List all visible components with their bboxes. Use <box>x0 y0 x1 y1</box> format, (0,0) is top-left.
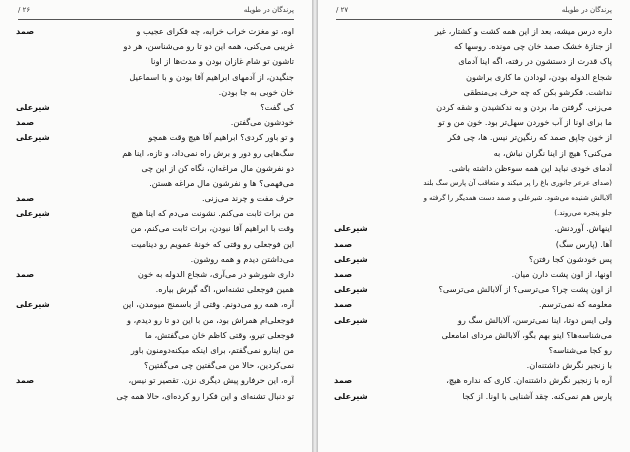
dialogue-text: می‌کنی؟ هیچ از اینا نگران نباش، به <box>493 147 612 158</box>
dialogue-line <box>330 282 618 297</box>
header-rule <box>18 19 294 20</box>
dialogue-line <box>12 146 300 161</box>
dialogue-text: از اون پشت چرا؟ می‌ترسی؟ از آلابالش می‌ترسی؟ <box>438 284 612 295</box>
dialogue-text: اونها، از اون پشت دارن میان. <box>511 269 612 279</box>
dialogue-text: خودشون می‌گفتن. <box>230 117 294 128</box>
dialogue-text: می‌داشتن دیدم و همه روشون. <box>190 253 294 264</box>
speaker-name: صمد <box>16 117 35 128</box>
dialogue-text: پارس هم نمی‌کنه. چقد آشنایی با اونا. از کجا <box>462 390 612 401</box>
dialogue-line <box>12 252 300 267</box>
dialogue-text: و تو باور کردی؟ ابراهیم آقا هیچ وقت همچو <box>148 132 294 143</box>
dialogue-line <box>330 176 618 191</box>
dialogue-text: می‌شناسه‌ها؟ اینو بهم بگو، آلابالش مردای امامعلی <box>441 329 612 340</box>
speaker-name: شیرعلی <box>334 284 368 295</box>
dialogue-text: داری شورشو در می‌آری، شجاع الدوله به خون <box>137 269 294 279</box>
dialogue-line <box>12 191 300 206</box>
dialogue-line <box>12 328 300 343</box>
dialogue-line <box>330 70 618 85</box>
dialogue-line <box>12 267 300 282</box>
speaker-name: صمد <box>16 193 35 204</box>
dialogue-line <box>12 221 300 236</box>
dialogue-text: جنگیدن، از آدمهای ابراهیم آقا بودن و با اسماعیل <box>129 71 294 82</box>
dialogue-line <box>330 146 618 161</box>
dialogue-text: همین فوجعلی تشنه‌اس، اگه گیرش بیاره. <box>155 284 294 295</box>
speaker-name: شیرعلی <box>16 208 50 219</box>
dialogue-line <box>12 313 300 328</box>
dialogue-line <box>12 39 300 54</box>
speaker-name: شیرعلی <box>16 299 50 310</box>
running-title: پرندگان در طویله <box>243 6 294 14</box>
dialogue-line <box>330 39 618 54</box>
dialogue-line <box>12 237 300 252</box>
dialogue-line <box>330 373 618 388</box>
dialogue-line <box>12 130 300 145</box>
dialogue-line <box>330 115 618 130</box>
dialogue-line <box>12 297 300 312</box>
dialogue-text: من برات ثابت می‌کنم. نشونت می‌دم که اینا هیچ <box>131 208 294 219</box>
speaker-name: شیرعلی <box>334 253 368 264</box>
dialogue-line <box>12 373 300 388</box>
dialogue-text: فوجعلی‌ام همراش بود، من با این دو تا رو دیدم، و <box>126 314 294 325</box>
speaker-name: شیرعلی <box>334 390 368 401</box>
dialogue-text: خان خوبی به جا بودن. <box>218 86 294 97</box>
speaker-name: صمد <box>334 299 353 310</box>
dialogue-line <box>330 221 618 236</box>
dialogue-line <box>330 328 618 343</box>
dialogue-text: پس خودشون کجا رفتن؟ <box>528 253 612 264</box>
right-page <box>318 0 630 452</box>
right-page-lines <box>330 24 618 404</box>
dialogue-line <box>12 176 300 191</box>
dialogue-text: ولی ایس دوتا، اینا نمی‌ترسن، آلابالش سگ رو <box>457 314 612 325</box>
dialogue-line <box>330 389 618 404</box>
header-rule <box>336 19 612 20</box>
dialogue-text: رو کجا می‌شناسه؟ <box>548 344 612 355</box>
dialogue-text: می‌فهمی؟ ها و نفرشون مال مراغه هستن. <box>149 177 294 188</box>
dialogue-text: داره درس میشه، بعد از این همه کشت و کشتار، غیر <box>434 26 612 36</box>
dialogue-text: کی گفت؟ <box>260 101 294 112</box>
dialogue-text: من اینارو نمی‌گفتم، برای اینکه میکنه‌دومنون باور <box>130 344 294 355</box>
dialogue-line <box>12 115 300 130</box>
speaker-name: صمد <box>16 26 35 36</box>
dialogue-text: سگ‌هایی رو دور و برش راه نمی‌داد، و تازه، اینا هم <box>122 147 294 158</box>
dialogue-text: تو دنبال تشنه‌ای و این فکرا رو کرده‌ای، حالا همه چی <box>116 390 294 401</box>
left-page-lines <box>12 24 300 404</box>
dialogue-line <box>330 130 618 145</box>
speaker-name: صمد <box>334 375 353 386</box>
dialogue-line <box>330 161 618 176</box>
dialogue-text: آره، همه رو می‌دونم. وقتی از باسمنج میومدن، این <box>122 299 294 310</box>
dialogue-text: غریبی می‌کنی، همه این دو تا رو می‌شناسن، هر دو <box>123 41 294 52</box>
dialogue-text: حرف مفت و چرند می‌زنی. <box>201 193 294 204</box>
speaker-name: شیرعلی <box>334 223 368 234</box>
dialogue-text: آره، این حرفارو پیش دیگری نزن. تقصیر تو نیس، <box>128 375 294 386</box>
dialogue-text: شجاع الدوله بودن، لودادن ما کاری براشون <box>466 71 612 82</box>
dialogue-line <box>330 313 618 328</box>
page-number: ۲۷ / <box>336 6 349 14</box>
dialogue-text: تاشون تو شام غازان بودن و مدت‌ها از اونا <box>150 56 294 67</box>
dialogue-line <box>12 389 300 404</box>
dialogue-line <box>330 191 618 206</box>
dialogue-line <box>330 252 618 267</box>
speaker-name: شیرعلی <box>16 101 50 112</box>
dialogue-line <box>12 343 300 358</box>
speaker-name: صمد <box>16 269 35 279</box>
stage-direction: (صدای عرعر جانوری باغ را پر میکند و متعاقب آن پارس سگ بلند <box>423 178 612 187</box>
dialogue-line <box>12 24 300 39</box>
dialogue-text: ما برای اونا از آب خوردن سهل‌تر بود. خون من و تو <box>438 117 612 128</box>
dialogue-line <box>12 100 300 115</box>
dialogue-text: آدمای خودی نباید این همه سوءظن داشته باشی. <box>448 162 612 173</box>
dialogue-line <box>330 206 618 221</box>
speaker-name: شیرعلی <box>334 314 368 325</box>
page-number: ۲۶ / <box>18 6 31 14</box>
dialogue-text: می‌زنی. گرفتن ما، بردن و به ندکشیدن و شقه کردن <box>436 101 612 112</box>
dialogue-text: معلومه که نمی‌ترسم. <box>538 299 612 310</box>
dialogue-text: آها. (پارس سگ) <box>555 238 612 249</box>
dialogue-text: نداشت. فکرشو بکن که چه حرف بی‌منطقی <box>463 86 612 97</box>
speaker-name: صمد <box>16 375 35 386</box>
dialogue-text: اوه، تو مغزت خراب خرابه، چه فکرای عجیب و <box>136 26 294 36</box>
stage-direction: آلابالش شنیده می‌شود. شیرعلی و صمد دست همدیگر را گرفته و <box>423 194 612 203</box>
dialogue-line <box>12 161 300 176</box>
dialogue-text: دو نفرشون مال مراغه‌ان، نگاه کن از این چی <box>141 162 294 173</box>
speaker-name: صمد <box>334 269 353 279</box>
dialogue-text: از خون چاپق صمد که رنگین‌تر نیس. ها، چی فکر <box>447 132 612 143</box>
dialogue-text: این فوجعلی رو وقتی که خونهٔ عمویم رو دینامیت <box>131 238 294 249</box>
dialogue-line <box>330 297 618 312</box>
dialogue-text: فوجعلی تیرو، وقتی کاظم خان می‌گفتش، ما <box>145 329 294 340</box>
dialogue-line <box>12 282 300 297</box>
dialogue-text: آره با زنجیر نگرش داشتنه‌ان. کاری که نداره هیچ، <box>446 375 612 386</box>
dialogue-line <box>12 358 300 373</box>
dialogue-text: با زنجیر نگرش داشتنه‌ان. <box>526 360 612 371</box>
dialogue-line <box>12 206 300 221</box>
dialogue-line <box>330 343 618 358</box>
dialogue-text: نمی‌کردین، حالا من می‌گفتین چی می‌گفتین؟ <box>144 360 294 371</box>
running-title: پرندگان در طویله <box>561 6 612 14</box>
dialogue-line <box>12 54 300 69</box>
left-page <box>0 0 312 452</box>
dialogue-line <box>330 267 618 282</box>
dialogue-line <box>330 358 618 373</box>
dialogue-text: از جنازهٔ خشک صمد خان چی مونده. روسها که <box>454 41 612 52</box>
dialogue-line <box>330 237 618 252</box>
stage-direction: جلو پنجره می‌روند.) <box>554 209 612 218</box>
dialogue-line <box>330 54 618 69</box>
dialogue-text: وقت با ابراهیم آقا نبودن، برات ثابت می‌کنم، من <box>130 223 294 234</box>
dialogue-text: پاک قدرت از دستشون در رفته، اگه اینا آدمای <box>458 56 612 67</box>
dialogue-text: اینهاش. آوردنش. <box>554 223 612 234</box>
speaker-name: شیرعلی <box>16 132 50 143</box>
dialogue-line <box>330 100 618 115</box>
dialogue-line <box>12 70 300 85</box>
dialogue-line <box>330 24 618 39</box>
dialogue-line <box>12 85 300 100</box>
dialogue-line <box>330 85 618 100</box>
speaker-name: صمد <box>334 238 353 249</box>
